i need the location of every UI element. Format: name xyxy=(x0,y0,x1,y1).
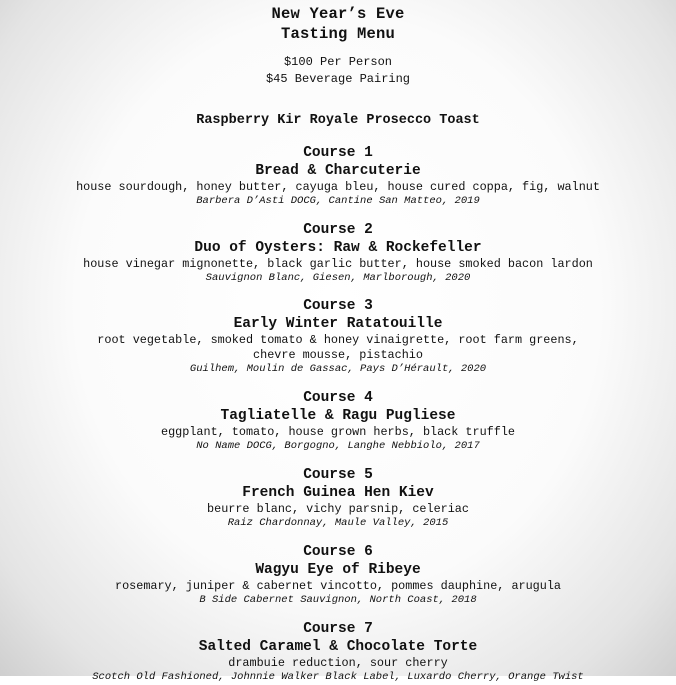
toast-title: Raspberry Kir Royale Prosecco Toast xyxy=(196,113,480,128)
course-name: French Guinea Hen Kiev xyxy=(242,485,434,501)
course-description: house vinegar mignonette, black garlic butter, house smoked bacon lardon xyxy=(83,257,593,271)
course-wine-pairing: B Side Cabernet Sauvignon, North Coast, 2018 xyxy=(199,594,477,606)
course-block-2 xyxy=(0,221,676,286)
course-description: beurre blanc, vichy parsnip, celeriac xyxy=(207,502,469,516)
course-wine-pairing: Guilhem, Moulin de Gassac, Pays D’Hérault, 2020 xyxy=(189,363,487,375)
course-block-6 xyxy=(0,543,676,608)
course-description: house sourdough, honey butter, cayuga bleu, house cured coppa, fig, walnut xyxy=(76,180,600,194)
course-block-3 xyxy=(0,297,676,377)
course-wine-pairing: Scotch Old Fashioned, Johnnie Walker Black Label, Luxardo Cherry, Orange Twist xyxy=(92,671,584,683)
course-wine-pairing: Raiz Chardonnay, Maule Valley, 2015 xyxy=(227,517,449,529)
course-description: drambuie reduction, sour cherry xyxy=(228,656,448,670)
course-label: Course 3 xyxy=(303,298,373,314)
course-label: Course 7 xyxy=(303,621,373,637)
menu-title-line-2: Tasting Menu xyxy=(280,25,396,43)
price-per-person: $100 Per Person xyxy=(283,55,393,69)
course-name: Wagyu Eye of Ribeye xyxy=(255,562,421,578)
toast-line xyxy=(0,112,676,130)
course-name: Duo of Oysters: Raw & Rockefeller xyxy=(194,240,482,256)
course-wine-pairing: No Name DOCG, Borgogno, Langhe Nebbiolo, 2017 xyxy=(196,440,480,452)
course-name: Salted Caramel & Chocolate Torte xyxy=(198,639,478,655)
course-label: Course 1 xyxy=(303,145,373,161)
course-description: rosemary, juniper & cabernet vincotto, pommes dauphine, arugula xyxy=(115,579,561,593)
course-wine-pairing: Barbera D’Asti DOCG, Cantine San Matteo, 2019 xyxy=(196,195,480,207)
course-label: Course 6 xyxy=(303,544,373,560)
course-block-1 xyxy=(0,144,676,209)
course-label: Course 2 xyxy=(303,222,373,238)
course-wine-pairing: Sauvignon Blanc, Giesen, Marlborough, 2020 xyxy=(205,272,471,284)
beverage-pairing-price: $45 Beverage Pairing xyxy=(265,72,411,86)
course-name: Tagliatelle & Ragu Pugliese xyxy=(220,408,456,424)
course-block-4 xyxy=(0,389,676,454)
course-block-5 xyxy=(0,466,676,531)
menu-header xyxy=(0,4,676,88)
course-description: root vegetable, smoked tomato & honey vinaigrette, root farm greens, chevre mousse, pistachio xyxy=(97,333,579,362)
course-label: Course 4 xyxy=(303,390,373,406)
course-name: Bread & Charcuterie xyxy=(255,163,421,179)
course-description: eggplant, tomato, house grown herbs, black truffle xyxy=(161,425,515,439)
course-label: Course 5 xyxy=(303,467,373,483)
course-block-7 xyxy=(0,620,676,685)
menu-title-line-1: New Year’s Eve xyxy=(271,5,405,23)
course-name: Early Winter Ratatouille xyxy=(233,316,443,332)
